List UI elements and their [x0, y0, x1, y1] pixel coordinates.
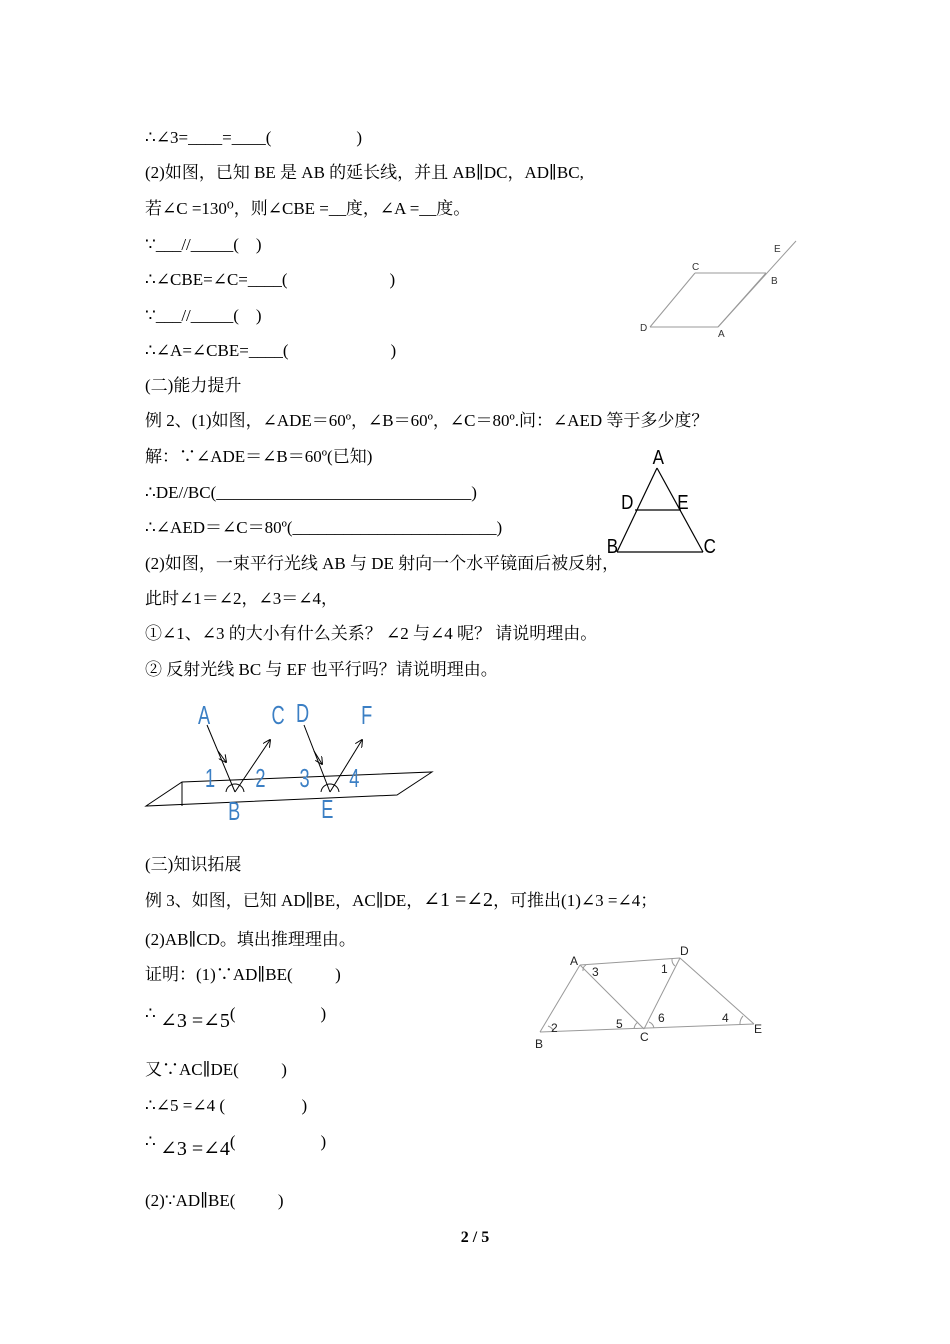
label-A: A	[652, 445, 664, 469]
line-13: (2)如图，一束平行光线 AB 与 DE 射向一个水平镜面后被反射，	[145, 554, 620, 573]
label-C: C	[703, 534, 716, 558]
label-F: F	[361, 700, 373, 730]
line-14: 此时∠1＝∠2，∠3＝∠4，	[145, 589, 338, 608]
label-B: B	[606, 534, 619, 558]
line-9: 例 2、(1)如图，∠ADE＝60º，∠B＝60º，∠C＝80º.问：∠AED 等于多少度？	[145, 411, 709, 430]
line-15: ①∠1、∠3 的大小有什么关系？ ∠2 与∠4 呢？ 请说明理由。	[145, 624, 598, 643]
line-21-tail: ( )	[229, 1004, 327, 1023]
mirror-reflection-figure	[142, 692, 442, 832]
label-D: D	[680, 944, 689, 958]
line-18-text: 例 3、如图，已知 AD∥BE，AC∥DE，	[145, 891, 424, 910]
triangle-figure	[605, 440, 735, 565]
line-19: (2)AB∥CD。填出推理理由。	[145, 930, 356, 949]
label-4: 4	[349, 763, 360, 793]
label-B: B	[228, 796, 241, 826]
label-C: C	[640, 1030, 649, 1044]
label-B: B	[771, 276, 778, 287]
line-10: 解：∵∠ADE＝∠B＝60º(已知)	[145, 447, 373, 466]
line-18	[145, 889, 657, 912]
label-2: 2	[255, 763, 266, 793]
line-3: 若∠C =130⁰，则∠CBE =__度，∠A =__度。	[145, 199, 471, 218]
label-C: C	[271, 700, 285, 730]
angle-equality: ∠1 =∠2	[423, 889, 494, 911]
page-number: 2 / 5	[460, 1229, 490, 1246]
label-E: E	[774, 244, 781, 255]
label-3: 3	[299, 763, 310, 793]
line-23: ∴∠5 =∠4 ( )	[145, 1096, 308, 1115]
label-A: A	[718, 329, 725, 340]
parallelogram-figure	[630, 235, 810, 345]
label-E: E	[321, 794, 334, 824]
line-24-tail: ( )	[229, 1132, 327, 1151]
therefore-symbol: ∴	[145, 1132, 156, 1151]
line-24	[145, 1130, 327, 1160]
line-12: ∴∠AED＝∠C＝80º(________________________)	[145, 518, 503, 537]
label-D: D	[640, 323, 648, 334]
label-B: B	[535, 1037, 544, 1050]
line-7: ∴∠A=∠CBE=____( )	[145, 341, 397, 360]
label-5: 5	[616, 1017, 623, 1031]
line-11: ∴DE//BC(______________________________)	[145, 483, 477, 502]
line-22: 又∵AC∥DE( )	[145, 1060, 287, 1079]
angle-3-eq-5: ∠3 =∠5	[160, 1010, 230, 1032]
label-3: 3	[592, 965, 599, 979]
line-1: ∴∠3=____=____( )	[145, 128, 363, 147]
label-4: 4	[722, 1011, 729, 1025]
line-16: ② 反射光线 BC 与 EF 也平行吗？请说明理由。	[145, 660, 498, 679]
label-1: 1	[205, 763, 216, 793]
section-heading-3: (三)知识拓展	[145, 855, 242, 874]
line-4: ∵___//_____( )	[145, 235, 262, 254]
label-D: D	[296, 698, 310, 728]
label-E: E	[677, 490, 689, 514]
parallel-lines-figure	[530, 940, 770, 1050]
label-C: C	[692, 262, 700, 273]
label-A: A	[198, 700, 211, 730]
line-21	[145, 1002, 327, 1032]
label-E: E	[754, 1022, 763, 1036]
label-6: 6	[658, 1011, 665, 1025]
line-2: (2)如图，已知 BE 是 AB 的延长线，并且 AB∥DC，AD∥BC,	[145, 163, 584, 182]
section-heading-2: (二)能力提升	[145, 376, 242, 395]
label-2: 2	[551, 1021, 558, 1035]
line-5: ∴∠CBE=∠C=____( )	[145, 270, 396, 289]
line-20: 证明：(1)∵AD∥BE( )	[145, 965, 341, 984]
angle-3-eq-4: ∠3 =∠4	[160, 1138, 230, 1160]
label-A: A	[570, 954, 579, 968]
line-6: ∵___//_____( )	[145, 306, 262, 325]
line-25: (2)∵AD∥BE( )	[145, 1191, 284, 1210]
line-18-tail: ，可推出(1)∠3 =∠4；	[493, 891, 658, 910]
label-D: D	[621, 490, 634, 514]
label-1: 1	[661, 962, 668, 976]
therefore-symbol: ∴	[145, 1004, 156, 1023]
